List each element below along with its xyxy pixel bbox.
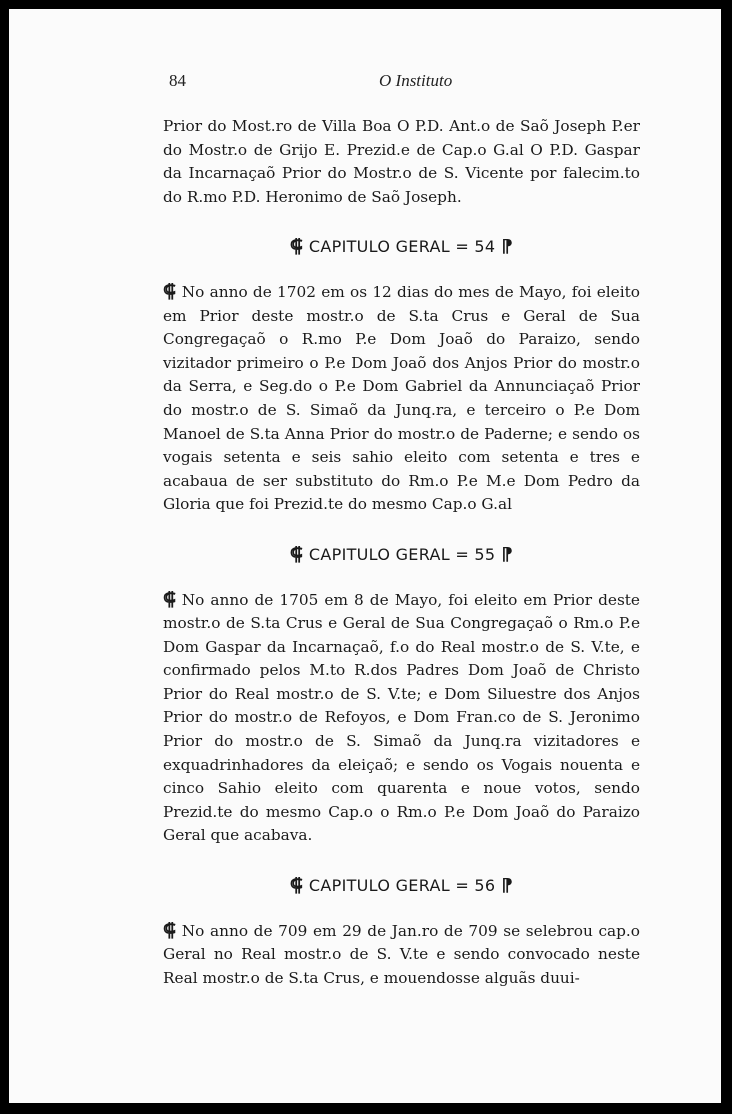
chapter-heading-54: ⸿ CAPITULO GERAL = 54 ⁋ <box>289 236 514 258</box>
paragraph-capitulo-55: ⸿ No anno de 1705 em 8 de Mayo, foi eleito em Prior deste mostr.o de S.ta Crus e Geral de Sua Congregaçaõ o Rm.o P.e Dom Gaspar da Incarnaçaõ, f.o do Real mostr.o de S. V.te, e confirmado pelos M.to R.dos Padres Dom Joaõ de Christo Prior do Real mostr.o de S. V.te; e Dom Siluestre dos Anjos Prior do mostr.o de Refoyos, e Dom Fran.co de S. Jeronimo Prior do mostr.o de S. Simaõ da Junq.ra vizitadores e exquadrinhadores da eleiçaõ; e sendo os Vogais nouenta e cinco Sahio eleito com quarenta e noue votos, sendo Prezid.te do mesmo Cap.o o Rm.o P.e Dom Joaõ do Paraizo Geral que acabava. <box>163 588 640 845</box>
chapter-heading-56: ⸿ CAPITULO GERAL = 56 ⁋ <box>289 875 514 897</box>
running-title: O Instituto <box>379 71 453 90</box>
pilcrow-icon: ⸿ <box>289 875 303 897</box>
pilcrow-icon: ⸿ <box>163 588 176 610</box>
reverse-pilcrow-icon: ⁋ <box>501 875 514 897</box>
reverse-pilcrow-icon: ⁋ <box>501 236 514 258</box>
pilcrow-icon: ⸿ <box>163 280 176 302</box>
page-header <box>169 71 649 97</box>
chapter-heading-55: ⸿ CAPITULO GERAL = 55 ⁋ <box>289 543 514 565</box>
pilcrow-icon: ⸿ <box>163 919 176 941</box>
document-body <box>163 115 640 990</box>
paragraph-capitulo-54: ⸿ No anno de 1702 em os 12 dias do mes de Mayo, foi eleito em Prior deste mostr.o de S.ta Crus e Geral de Sua Congregaçaõ o R.mo P.e Dom Joaõ do Paraizo, sendo vizitador primeiro o P.e Dom Joaõ dos Anjos Prior do mostr.o da Serra, e Seg.do o P.e Dom Gabriel da Annunciaçaõ Prior do mostr.o de S. Simaõ da Junq.ra, e terceiro o P.e Dom Manoel de S.ta Anna Prior do mostr.o de Paderne; e sendo os vogais setenta e seis sahio eleito com setenta e tres e acabaua de ser substituto do Rm.o P.e M.e Dom Pedro da Gloria que foi Prezid.te do mesmo Cap.o G.al <box>163 280 640 514</box>
paragraph-intro: Prior do Most.ro de Villa Boa O P.D. Ant.o de Saõ Joseph P.er do Mostr.o de Grijo E. Prezid.e de Cap.o G.al O P.D. Gaspar da Incarnaçaõ Prior do Mostr.o de S. Vicente por falecim.to do R.mo P.D. Heronimo de Saõ Joseph. <box>163 117 640 206</box>
reverse-pilcrow-icon: ⁋ <box>501 543 514 565</box>
page-number: 84 <box>169 71 186 90</box>
pilcrow-icon: ⸿ <box>289 543 303 565</box>
pilcrow-icon: ⸿ <box>289 236 303 258</box>
paragraph-capitulo-56: ⸿ No anno de 709 em 29 de Jan.ro de 709 se selebrou cap.o Geral no Real mostr.o de S. V.te e sendo convocado neste Real mostr.o de S.ta Crus, e mouendosse alguãs duui- <box>163 919 640 987</box>
